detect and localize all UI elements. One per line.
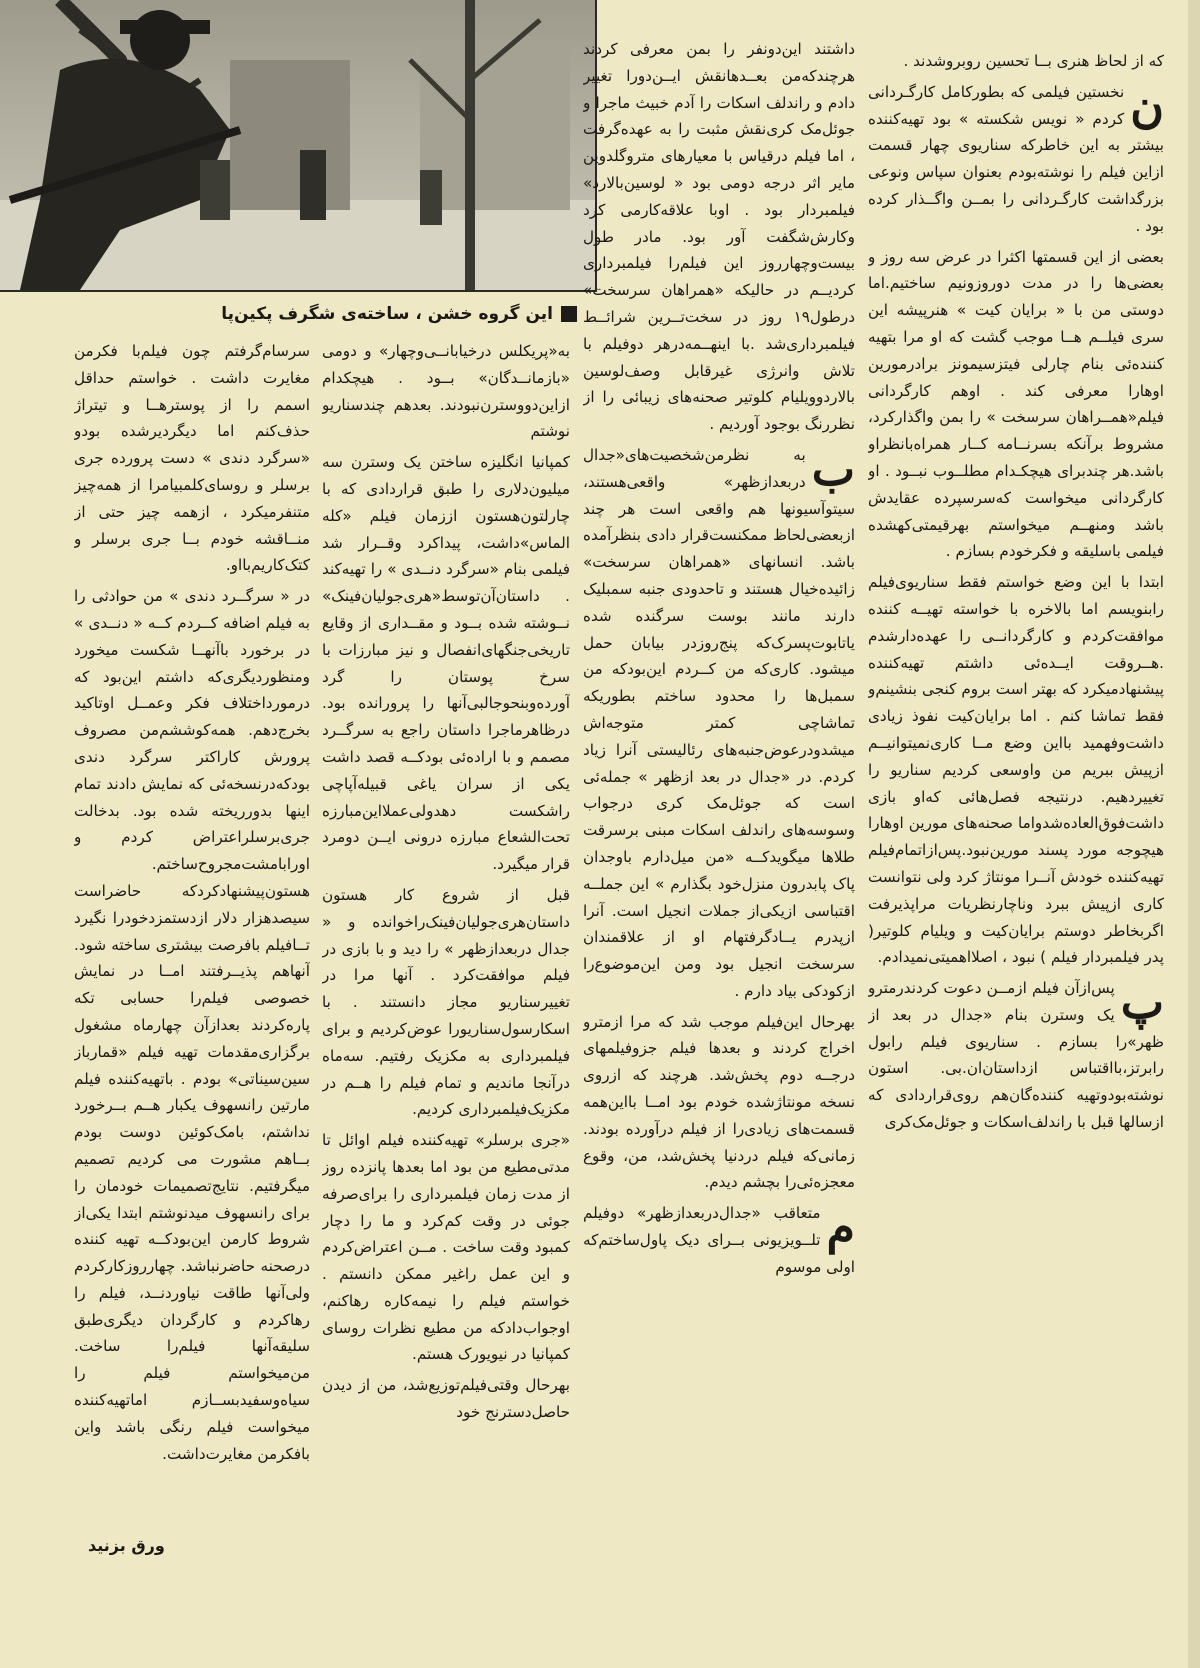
photo-caption bbox=[0, 296, 595, 332]
caption-bullet-icon bbox=[561, 306, 577, 322]
paragraph: بعضی از این قسمتها اکثرا در عرض سه روز و بعضی‌ها را در مدت دوروزونیم ساختیم.اما دوستی من با « برایان کیت » هنرپیشه این سری فیلــم هــا موجب گشت که او مرا بتهیه کننده‌ئی بنام چارلی فیتزسیمونز برادرمورین اوهارا معرفی کند . اوهم کارگردانی فیلم«همــراهان سرسخت » را بمن واگذارکرد، مشروط برآنکه بسرنــامه کــار همراه‌بانظراو باشد.هر چندبرای هیچکـدام مطلــوب نبــود . او کارگردانی میخواست که‌سرسپرده عقایدش باشد ومنهــم میخواستم بهرقیمتی‌کهشده فیلمی باسلیقه و فکرخودم بسازم . bbox=[868, 247, 1164, 561]
paragraph: سرسام‌گرفتم چون فیلم‌با فکرمن مغایرت داشت . خواستم حداقل اسمم را از پوسترهــا و تیتراژ حذف‌کنم اما دیگردیرشده بودو «سرگرد دندی » دست پرورده جری برسلر و روسای‌کلمبیا‌مرا از همه‌چیز متنفرمیکرد ، ازهمه چیز حتی از منــاقشه خودم بــا جری برسلر و کتک‌کاریم‌بااو. bbox=[74, 342, 310, 575]
paragraph: که از لحاظ هنری بــا تحسین روبروشدند . bbox=[903, 52, 1164, 70]
dropcap: ب bbox=[811, 441, 855, 496]
paragraph: در « سرگــرد دندی » من حوادثی را به فیلم اضافه کــردم کــه « دنــدی » در برخورد باآنهــا شکست میخورد ومنظوردیگری‌که داشتم این‌بود که درمورداختلاف فکر وعمــل اوتاکید بخرج‌دهم. همه‌کوششم‌من مصروف پرورش کاراکتر سرگرد دندی بودکه‌درنسخه‌ئی که نمایش دادند تمام اینها بدورریخته شده بود. بدخالت جری‌برسلراعتراض کردم و اورابامشت‌مجروح‌ساختم. هستون‌پیشنهادکردکه حاضراست سیصدهزار دلار ازدستمزدخودرا نگیرد تــافیلم بافرصت بیشتری ساخته شود. آنهاهم پذیــرفتند امــا در نمایش خصوصی فیلم‌را حسابی تکه پاره‌کردند بعدازآن چهارماه مشغول برگزاری‌مقدمات تهیه فیلم «قمارباز سین‌سیناتی» بودم . باتهیه‌کننده فیلم مارتین رانسهوف یکبار هــم بــرخورد نداشتم، بامک‌کوئین دوست بودم بــاهم مشورت می کردیم تصمیم میگرفتیم. نتایج‌تصمیمات خودمان را برای رانسهوف میدنوشتم ابتدا یکی‌از شروط کارمن این‌بودکــه تهیه کننده درصحنه حاضرنباشد. چهارروزکارکردم ولی‌آنها طاقت نیاوردنــد، فیلم را رهاکردم و کارگردان دیگری‌طبق سلیقه‌آنها فیلم‌را ساخت. من‌میخواستم فیلم را سیاه‌وسفیدبســازم اماتهیه‌کننده میخواست فیلم رنگی باشد واین بافکرمن مغایرت‌داشت. bbox=[74, 587, 310, 1463]
dropcap: م bbox=[826, 1200, 855, 1255]
film-still-photo bbox=[0, 0, 597, 292]
paragraph: داشتند این‌دونفر را بمن معرفی کردند هرچندکه‌من بعــدهانقش ایــن‌دورا تغییر دادم و راندلف اسکات را آدم خبیث ماجرا و جوئل‌مک کری‌نقش مثبت را به عهده‌گرفت ، اما فیلم درقیاس با معیارهای متروگلدوین مایر اثر درجه دومی بود « لوسین‌بالارد» فیلمبردار بود . اوبا علاقه‌کارمی کرد وکارش‌شگفت آور بود. مادر طول بیست‌وچهارروز این فیلم‌را فیلمبرداری کردیــم در حالیکه «همراهان سرسخت» درطول۱۹ روز در سخت‌تــرین شرائــط فیلمبرداری‌شد .با اینهــمه‌درهر دوفیلم با تلاش وانرژی غیرقابل وصف‌لوسین بالاردوویلیام کلوتیر صحنه‌های زیبائی را از نظررنگ بوجود آوردیم . bbox=[583, 40, 855, 434]
paragraph: ب به نظرمن‌شخصیت‌های«جدال دربعدازظهر» واقعی‌هستند، سیتو‌آسیونها هم واقعی است هر چند ازبعضی‌لحاظ ممکنست‌قرار دادی بنظرآمده باشد. انسانهای «همراهان سرسخت» زائیده‌خیال هستند و تاحدودی جنبه سمبلیک دارند مانند بوست سرگنده شده یاتابوت‌پسرک‌که پنج‌روزدر بیابان حمل میشود. کاری‌که من کــردم این‌بودکه من سمبل‌ها را محدود ساختم بطوریکه تماشاچی کمتر متوجه‌اش میشدودرعوض‌جنبه‌های رئالیستی آنرا زیاد کردم. در «جدال در بعد ازظهر » جمله‌ئی است که جوئل‌مک کری درجواب وسوسه‌های راندلف اسکات مبنی برسرقت طلاها میگویدکــه «من میل‌دارم باوجدان پاک پابدرون منزل‌خود بگذارم » این جملــه اقتباسی ازیکی‌از جملات انجیل است. آنرا ازپدرم یــادگرفتهام او از علاقمندان سرسخت انجیل بود ومن این‌موضوع‌را ازکودکی بیاد دارم . bbox=[583, 441, 855, 1000]
dropcap: پ bbox=[1120, 975, 1164, 1030]
paragraph: بهرحال وقتی‌فیلم‌توزیع‌شد، من از دیدن حاصل‌دسترنج خود bbox=[322, 1376, 570, 1422]
paragraph: بهرحال این‌فیلم موجب شد که مرا ازمترو اخراج کردند و بعدها فیلم جزوفیلمهای درجــه دوم پخش‌شد. هرچند که ازروی نسخه مونتاژشده خودم بود امــا بااین‌همه قسمت‌های زیادی‌را از فیلم درآورده بودند. زمانی‌که فیلم دردنیا پخش‌شد، من، وقوع معجزه‌ئی‌را بچشم دیدم. bbox=[583, 1012, 855, 1192]
page-edge bbox=[1188, 0, 1200, 1668]
film-still-image bbox=[0, 0, 595, 290]
column-1 bbox=[868, 48, 1164, 1648]
paragraph: ابتدا با این وضع خواستم فقط سناریوی‌فیلم رابنویسم اما بالاخره با خواسته تهیــه کننده موافقت‌کردم و کارگردانــی را عهده‌دارشدم .هــروقت ایــده‌ئی داشتم تهیه‌کننده پیشنهادمیکرد که بهتر است برو‌م کنجی بنشینم‌و فقط تماشا کنم . اما برایان‌کیت نفوذ زیادی داشت‌وفهمید بااین وضع مــا کاری‌نمیتوانیــم ازپیش ببریم من واوسعی کردیم سناریو را تغییردهیم. درنتیجه فصل‌هائی که‌او بازی داشت‌فوق‌العاده‌شدواما صحنه‌های مورین‌ اوهارا هیچوجه مورد پسند مورین‌نبود.پس‌ازاتمام‌فیلم تهیه‌کننده خودش آنــرا مونتاژ کرد ولی نتوانست کاری ازپیش ببرد وناچارنظریات مراپذیرفت اگربخاطر دوستم برایان‌کیت و ویلیام کلوتیر( پدر فیلمبردار فیلم ) نبود ، اصلااهمیتی‌نمیدادم. bbox=[868, 573, 1164, 967]
paragraph: «جری برسلر» تهیه‌کننده فیلم اوائل تا مدتی‌مطیع من بود اما بعدها پانزده روز از مدت زمان فیلمبرداری را برای‌صرفه جوئی در وقت کم‌کرد و ما را دچار کمبود وقت ساخت . مــن اعتراض‌کردم و این عمل راغیر ممکن دانستم . خواستم فیلم را نیمه‌کاره رهاکنم، اوجواب‌دادکه من مطیع نظرات روسای کمپانیا در نیویورک هستم. bbox=[322, 1131, 570, 1364]
paragraph: م متعاقب «جدال‌دربعدازظهر» دوفیلم تلــویزیونی بــرای دیک پاول‌ساختم‌که اولی موسوم bbox=[583, 1200, 855, 1276]
paragraph: پ پس‌ازآن فیلم ازمــن دعوت کردندرمترو یک وسترن بنام «جدال در بعد از ظهر»را بسازم . سناریوی فیلم رابول رابرتز،بااقتباس ازداستان‌ان.بی. استون نوشته‌بودوتهیه کننده‌گان‌هم روی‌قراردادی که ازسالها قبل با راندلف‌اسکات و جوئل‌مک‌کری bbox=[868, 975, 1164, 1132]
caption-text: این گروه خشن ، ساخته‌ی شگرف پکین‌پا bbox=[221, 304, 553, 324]
continue-note: ورق بزنید bbox=[88, 1536, 165, 1555]
paragraph: به«پریکلس درخیابانــی‌وچهار» و دومی «بازمانــدگان» بــود . هیچکدام ازاین‌دووسترن‌نبودند. بعدهم چندسناریو نوشتم bbox=[322, 342, 570, 441]
paragraph: ن نخستین فیلمی که بطورکامل کارگـردانی کردم « نویس شکسته » بود تهیه‌کننده بیشتر به این خاطرکه سناریوی چهار قسمت ازاین فیلم را نوشته‌بودم بعنوان سپاس ونوعی بزرگداشت کارگـردانی را بمــن واگــذار کرده بود . bbox=[868, 78, 1164, 235]
column-3 bbox=[322, 338, 570, 1648]
dropcap: ن bbox=[1130, 78, 1164, 133]
paragraph: کمپانیا انگلیزه ساختن یک وسترن سه میلیون‌دلاری را طبق قراردادی که با چارلتون‌هستون اززمان فیلم «کله الماس»داشت، پیداکرد وقــرار شد فیلمی بنام «سرگرد دنــدی » را تهیه‌کند . داستان‌آن‌توسط«هری‌جولیان‌فینک» نــوشته شده بــود و مقــداری از وقایع تاریخی‌جنگهای‌انفصال و نیز مبارزات با سرخ پوستان را گرد آورده‌وبنحوجالبی‌آنها را پرورانده بود. درظاهرماجرا داستان راجع به سرگــرد مصمم و با اراده‌ئی بودکــه قصد داشت یکی از سران یاغی قبیله‌آپاچی راشکست دهدولی‌عملااین‌مبارزه تحت‌الشعاع مبارزه درونی ایــن دومرد قرار میگیرد. bbox=[322, 453, 570, 874]
column-4 bbox=[74, 338, 310, 1638]
column-2 bbox=[583, 36, 855, 1646]
paragraph: قبل از شروع کار هستون داستان‌هری‌جولیان‌فینک‌راخوانده و « جدال دربعدازظهر » را دید و با بازی در فیلم موافقت‌کرد . آنها مرا در تغییرسناریو مجاز دانستند . با اسکارسول‌سناریورا عوض‌کردیم و برای فیلمبرداری به مکزیک رفتیم. سه‌ماه درآنجا ماندیم و تمام فیلم را هــم در مکزیک‌فیلمبرداری کردیم. bbox=[322, 885, 570, 1119]
